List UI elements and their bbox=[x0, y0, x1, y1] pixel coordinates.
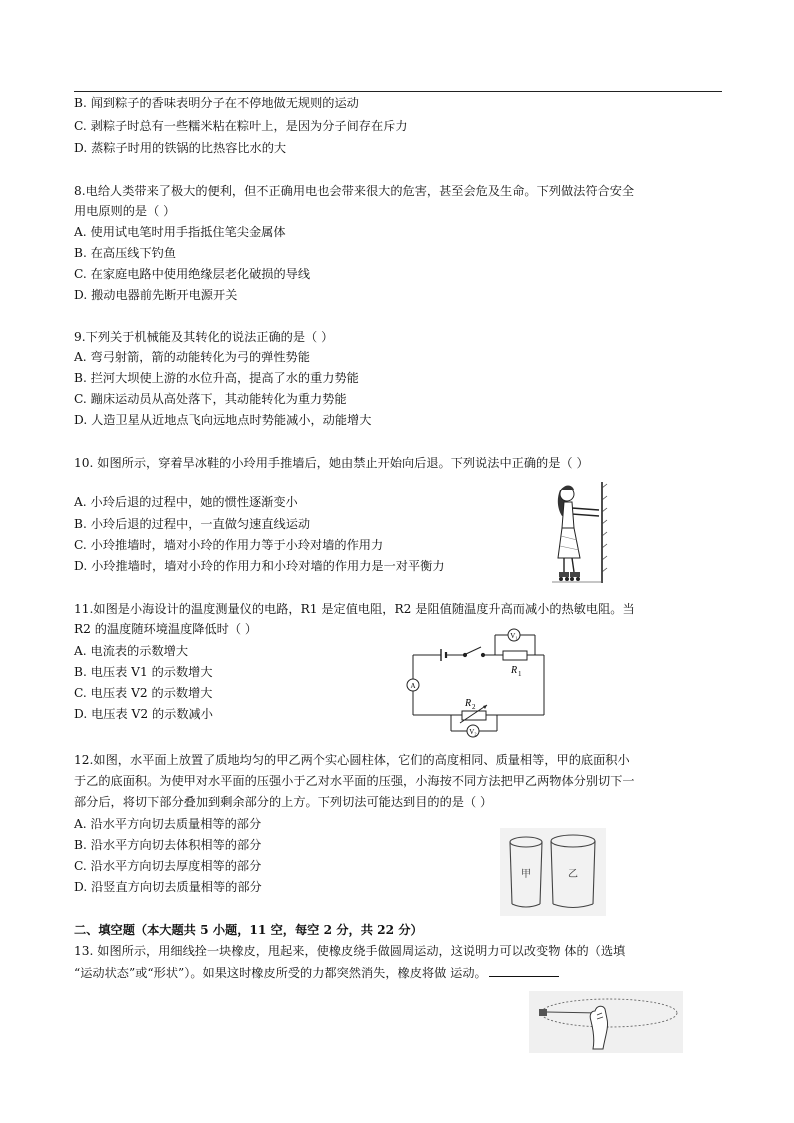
q7-option-d: D. 蒸粽子时用的铁锅的比热容比水的大 bbox=[74, 141, 287, 155]
q11-v2-label: V₂ bbox=[469, 728, 477, 736]
q13-rubber-circular-motion-figure bbox=[529, 991, 683, 1053]
q13-stem-line2-wrap bbox=[74, 964, 559, 981]
q9-option-c: C. 蹦床运动员从高处落下，其动能转化为重力势能 bbox=[74, 392, 347, 406]
q12-cylinder-jia-label: 甲 bbox=[521, 869, 531, 880]
q11-ammeter-label: A bbox=[410, 682, 416, 690]
q11-option-d: D. 电压表 V2 的示数减小 bbox=[74, 707, 213, 721]
q10-stem: 10. 如图所示，穿着旱冰鞋的小玲用手推墙后，她由禁止开始向后退。下列说法中正确的是（ ） bbox=[74, 456, 589, 470]
q12-stem-line1: 12.如图，水平面上放置了质地均匀的甲乙两个实心圆柱体，它们的高度相同、质量相等，甲的底面积小 bbox=[74, 753, 630, 767]
q8-option-c: C. 在家庭电路中使用绝缘层老化破损的导线 bbox=[74, 267, 311, 281]
q12-stem-line2: 于乙的底面积。为使甲对水平面的压强小于乙对水平面的压强，小海按不同方法把甲乙两物体分别切下一 bbox=[74, 774, 635, 788]
q9-option-d: D. 人造卫星从近地点飞向远地点时势能减小，动能增大 bbox=[74, 413, 372, 427]
q11-stem-line2: R2 的温度随环境温度降低时（ ） bbox=[74, 622, 258, 636]
q11-v1-label: V₁ bbox=[510, 632, 518, 640]
q9-option-b: B. 拦河大坝使上游的水位升高，提高了水的重力势能 bbox=[74, 371, 359, 385]
q9-stem: 9.下列关于机械能及其转化的说法正确的是（ ） bbox=[74, 330, 334, 344]
q8-option-d: D. 搬动电器前先断开电源开关 bbox=[74, 288, 238, 302]
q12-option-b: B. 沿水平方向切去体积相等的部分 bbox=[74, 838, 262, 852]
q11-r2-label: R bbox=[465, 698, 472, 709]
q7-option-b: B. 闻到粽子的香味表明分子在不停地做无规则的运动 bbox=[74, 96, 359, 110]
q12-cylinder-yi-label: 乙 bbox=[568, 869, 578, 880]
q11-circuit-diagram bbox=[405, 625, 547, 738]
q12-option-d: D. 沿竖直方向切去质量相等的部分 bbox=[74, 880, 262, 894]
q12-stem-line3: 部分后，将切下部分叠加到剩余部分的上方。下列切法可能达到目的的是（ ） bbox=[74, 795, 493, 809]
q10-option-b: B. 小玲后退的过程中，一直做匀速直线运动 bbox=[74, 517, 311, 531]
q12-cylinders-figure bbox=[500, 828, 606, 916]
q10-option-a: A. 小玲后退的过程中，她的惯性逐渐变小 bbox=[74, 495, 298, 509]
q7-option-c: C. 剥粽子时总有一些糯米粘在粽叶上，是因为分子间存在斥力 bbox=[74, 119, 408, 133]
q13-stem-line2: “运动状态”或“形状”）。如果这时橡皮所受的力都突然消失，橡皮将做 运动。 bbox=[74, 966, 487, 980]
q8-stem-line2: 用电原则的是（ ） bbox=[74, 204, 176, 218]
q11-stem-line1: 11.如图是小海设计的温度测量仪的电路，R1 是定值电阻，R2 是阻值随温度升高而减小的热敏电阻。当 bbox=[74, 602, 635, 616]
section-2-title: 二、填空题（本大题共 5 小题，11 空，每空 2 分，共 22 分） bbox=[74, 923, 423, 937]
q10-girl-pushing-wall-figure bbox=[552, 480, 612, 585]
q8-option-a: A. 使用试电笔时用手指抵住笔尖金属体 bbox=[74, 225, 286, 239]
q11-r2-subscript: 2 bbox=[472, 703, 476, 711]
q10-option-d: D. 小玲推墙时，墙对小玲的作用力和小玲对墙的作用力是一对平衡力 bbox=[74, 559, 445, 573]
q9-option-a: A. 弯弓射箭，箭的动能转化为弓的弹性势能 bbox=[74, 350, 310, 364]
header-rule bbox=[74, 91, 722, 92]
q10-option-c: C. 小玲推墙时，墙对小玲的作用力等于小玲对墙的作用力 bbox=[74, 538, 384, 552]
q12-option-a: A. 沿水平方向切去质量相等的部分 bbox=[74, 817, 262, 831]
q13-stem-line1: 13. 如图所示，用细线拴一块橡皮，甩起来，使橡皮绕手做圆周运动，这说明力可以改变物 体的（选填 bbox=[74, 944, 626, 958]
q11-r1-label: R bbox=[511, 665, 518, 676]
q11-option-b: B. 电压表 V1 的示数增大 bbox=[74, 665, 213, 679]
q11-option-a: A. 电流表的示数增大 bbox=[74, 644, 189, 658]
q11-option-c: C. 电压表 V2 的示数增大 bbox=[74, 686, 213, 700]
q11-r1-subscript: 1 bbox=[518, 670, 522, 678]
q8-option-b: B. 在高压线下钓鱼 bbox=[74, 246, 177, 260]
q13-answer-blank[interactable] bbox=[489, 964, 559, 977]
q12-option-c: C. 沿水平方向切去厚度相等的部分 bbox=[74, 859, 262, 873]
q8-stem-line1: 8.电给人类带来了极大的便利，但不正确用电也会带来很大的危害，甚至会危及生命。下列做法符合安全 bbox=[74, 184, 635, 198]
